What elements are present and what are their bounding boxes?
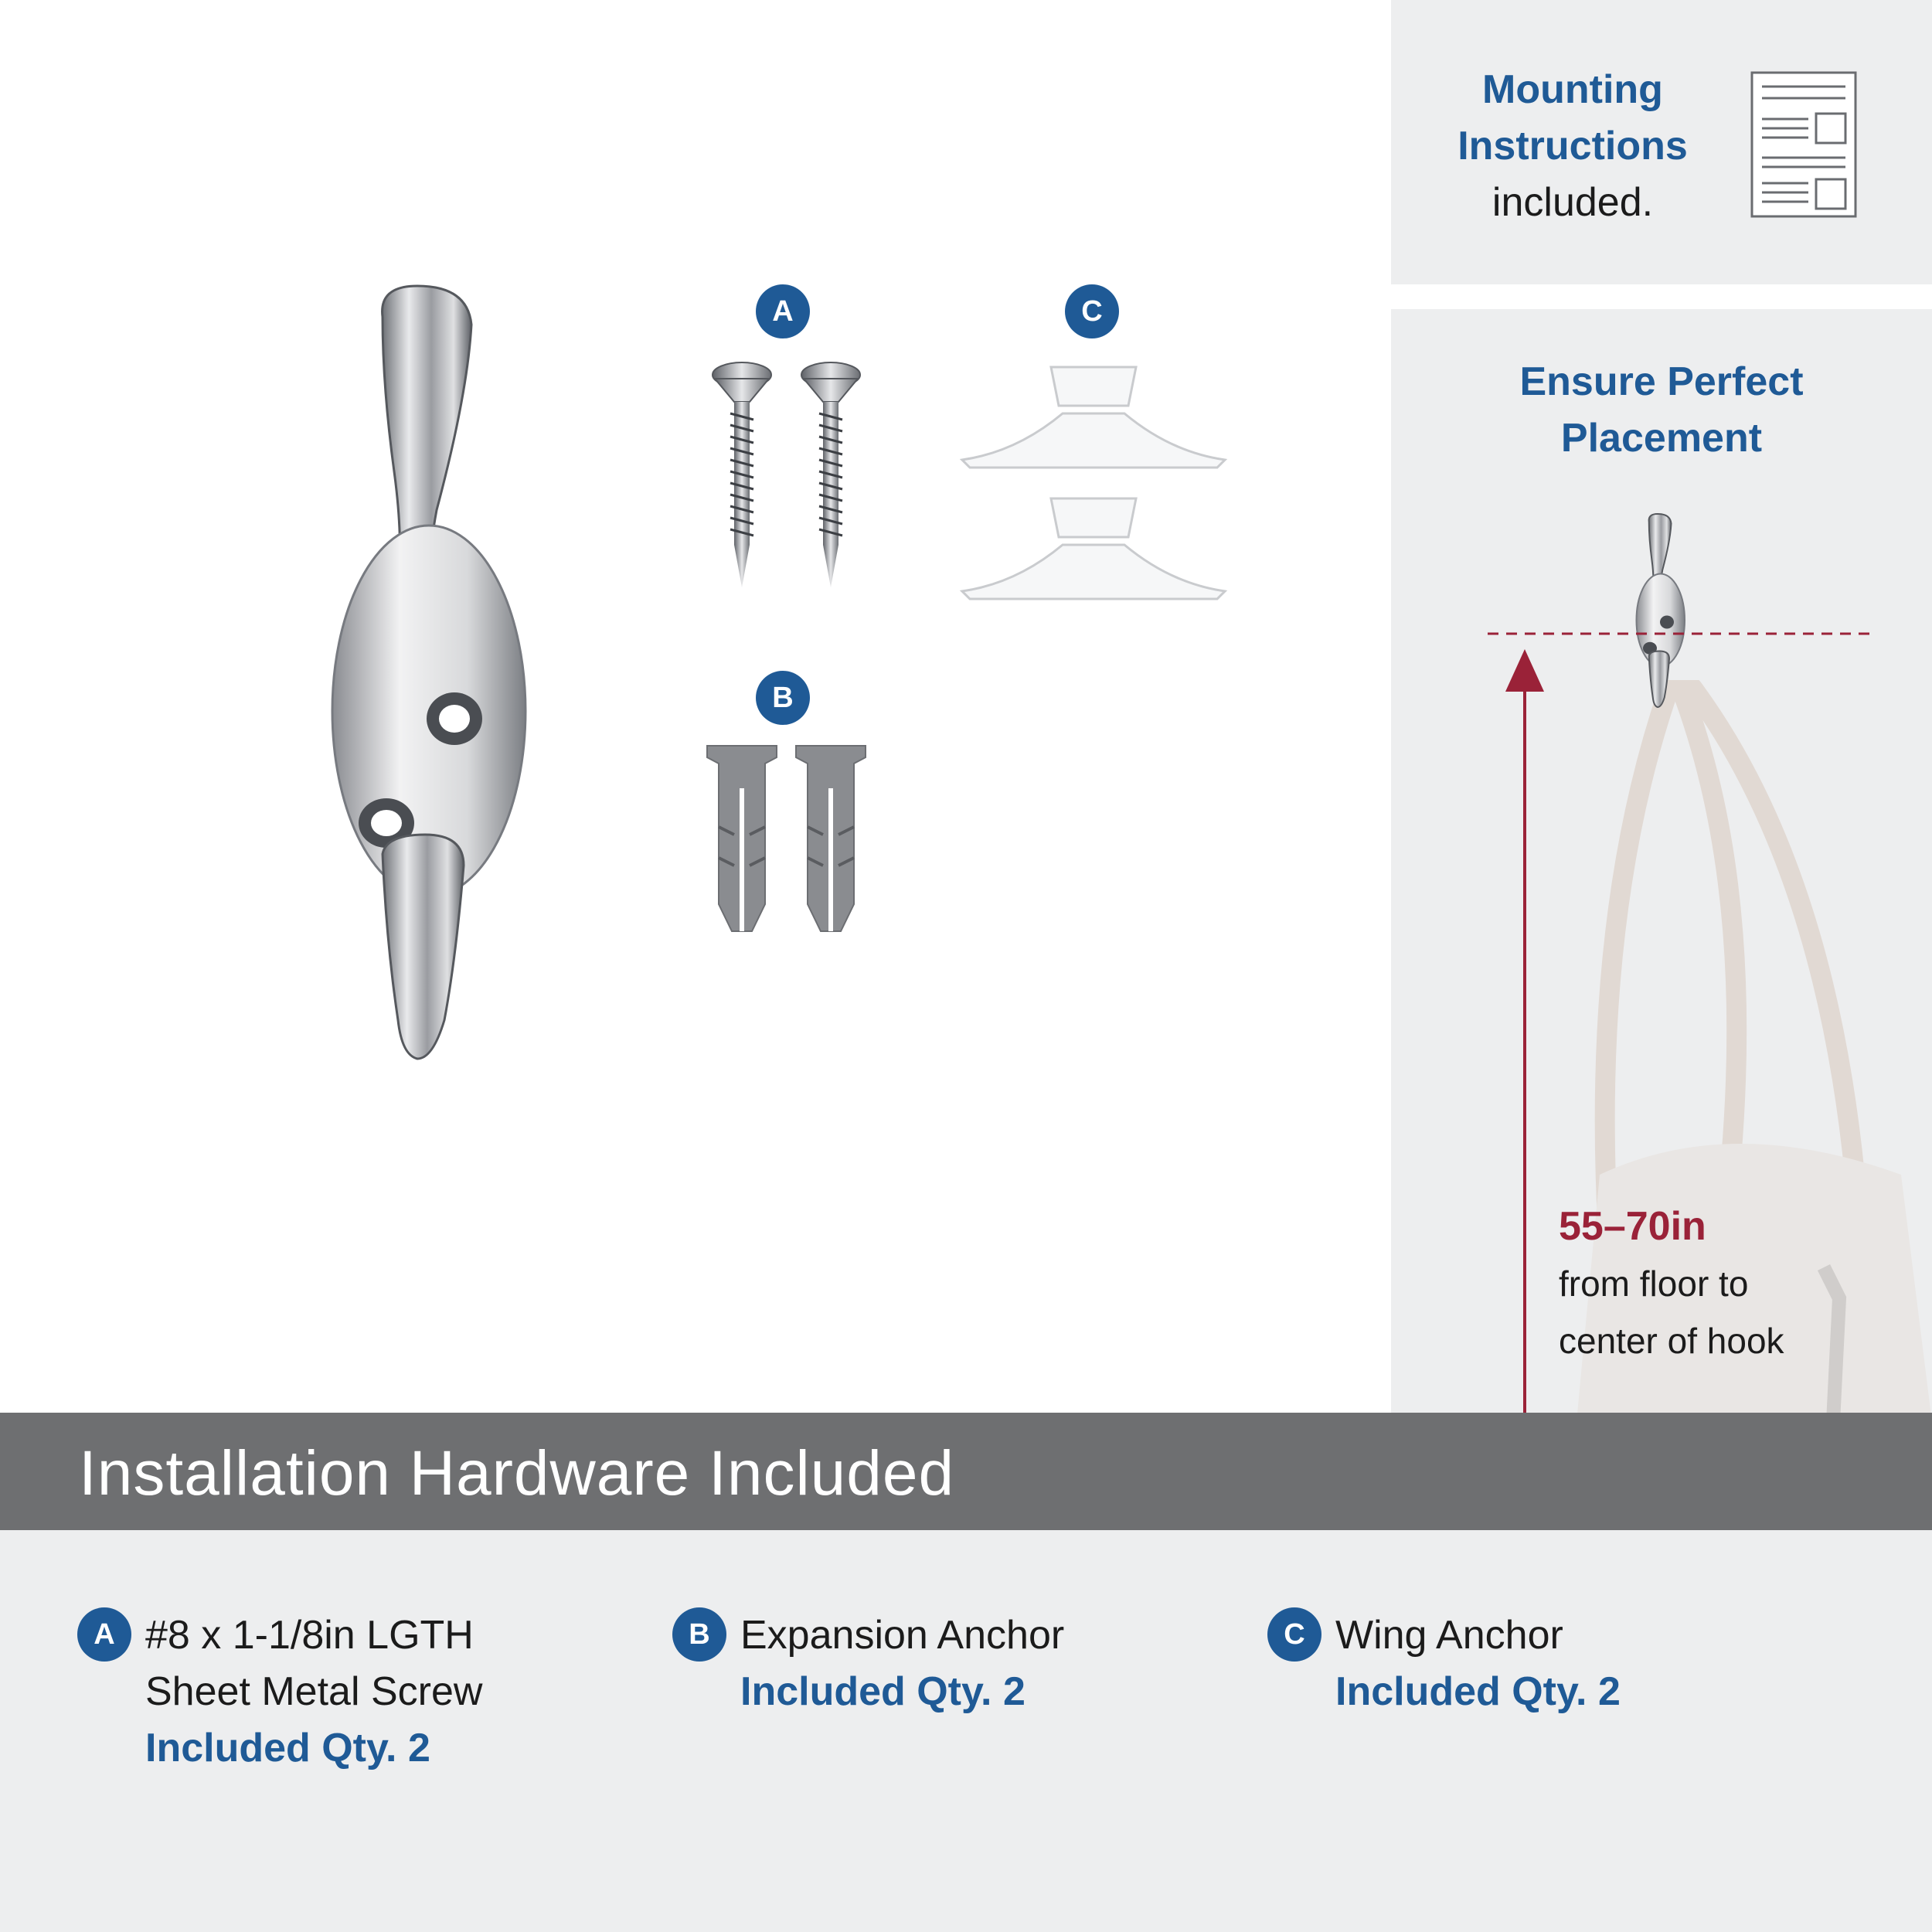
item-c-line1: Wing Anchor — [1335, 1613, 1563, 1658]
instructions-line1: Mounting — [1482, 67, 1663, 112]
placement-title — [1422, 354, 1901, 467]
item-a-badge: A — [77, 1607, 131, 1662]
center-line — [1488, 630, 1874, 638]
instructions-line2: Instructions — [1458, 124, 1688, 168]
label-a-badge: A — [756, 284, 810, 338]
item-a-text — [145, 1607, 482, 1777]
item-c-badge: C — [1267, 1607, 1321, 1662]
label-b-badge: B — [756, 671, 810, 725]
item-b-badge: B — [672, 1607, 726, 1662]
instructions-text — [1414, 62, 1731, 231]
item-c-qty: Included Qty. 2 — [1335, 1669, 1621, 1714]
item-a-qty: Included Qty. 2 — [145, 1726, 430, 1770]
item-a-line1: #8 x 1-1/8in LGTH — [145, 1613, 474, 1658]
small-hook-icon — [1631, 506, 1692, 715]
placement-title-line2: Placement — [1560, 416, 1763, 461]
placement-desc-line2: center of hook — [1559, 1321, 1784, 1361]
item-b-text — [740, 1607, 1064, 1720]
item-a-line2: Sheet Metal Screw — [145, 1669, 483, 1714]
item-b-qty: Included Qty. 2 — [740, 1669, 1026, 1714]
placement-range: 55–70in — [1559, 1204, 1706, 1249]
placement-measure — [1559, 1198, 1914, 1369]
placement-desc-line1: from floor to — [1559, 1264, 1749, 1304]
banner-title: Installation Hardware Included — [79, 1438, 955, 1509]
expansion-anchor-icon — [699, 742, 869, 943]
item-b-line1: Expansion Anchor — [740, 1613, 1065, 1658]
instructions-line3: included. — [1492, 180, 1654, 225]
document-icon — [1750, 71, 1857, 218]
item-c-text — [1335, 1607, 1621, 1720]
wing-anchor-icon — [954, 359, 1233, 607]
label-c-badge: C — [1065, 284, 1119, 338]
hook-icon — [309, 278, 556, 1066]
up-arrow-icon — [1505, 649, 1544, 1414]
placement-title-line1: Ensure Perfect — [1519, 359, 1804, 404]
screw-icon — [703, 359, 873, 591]
